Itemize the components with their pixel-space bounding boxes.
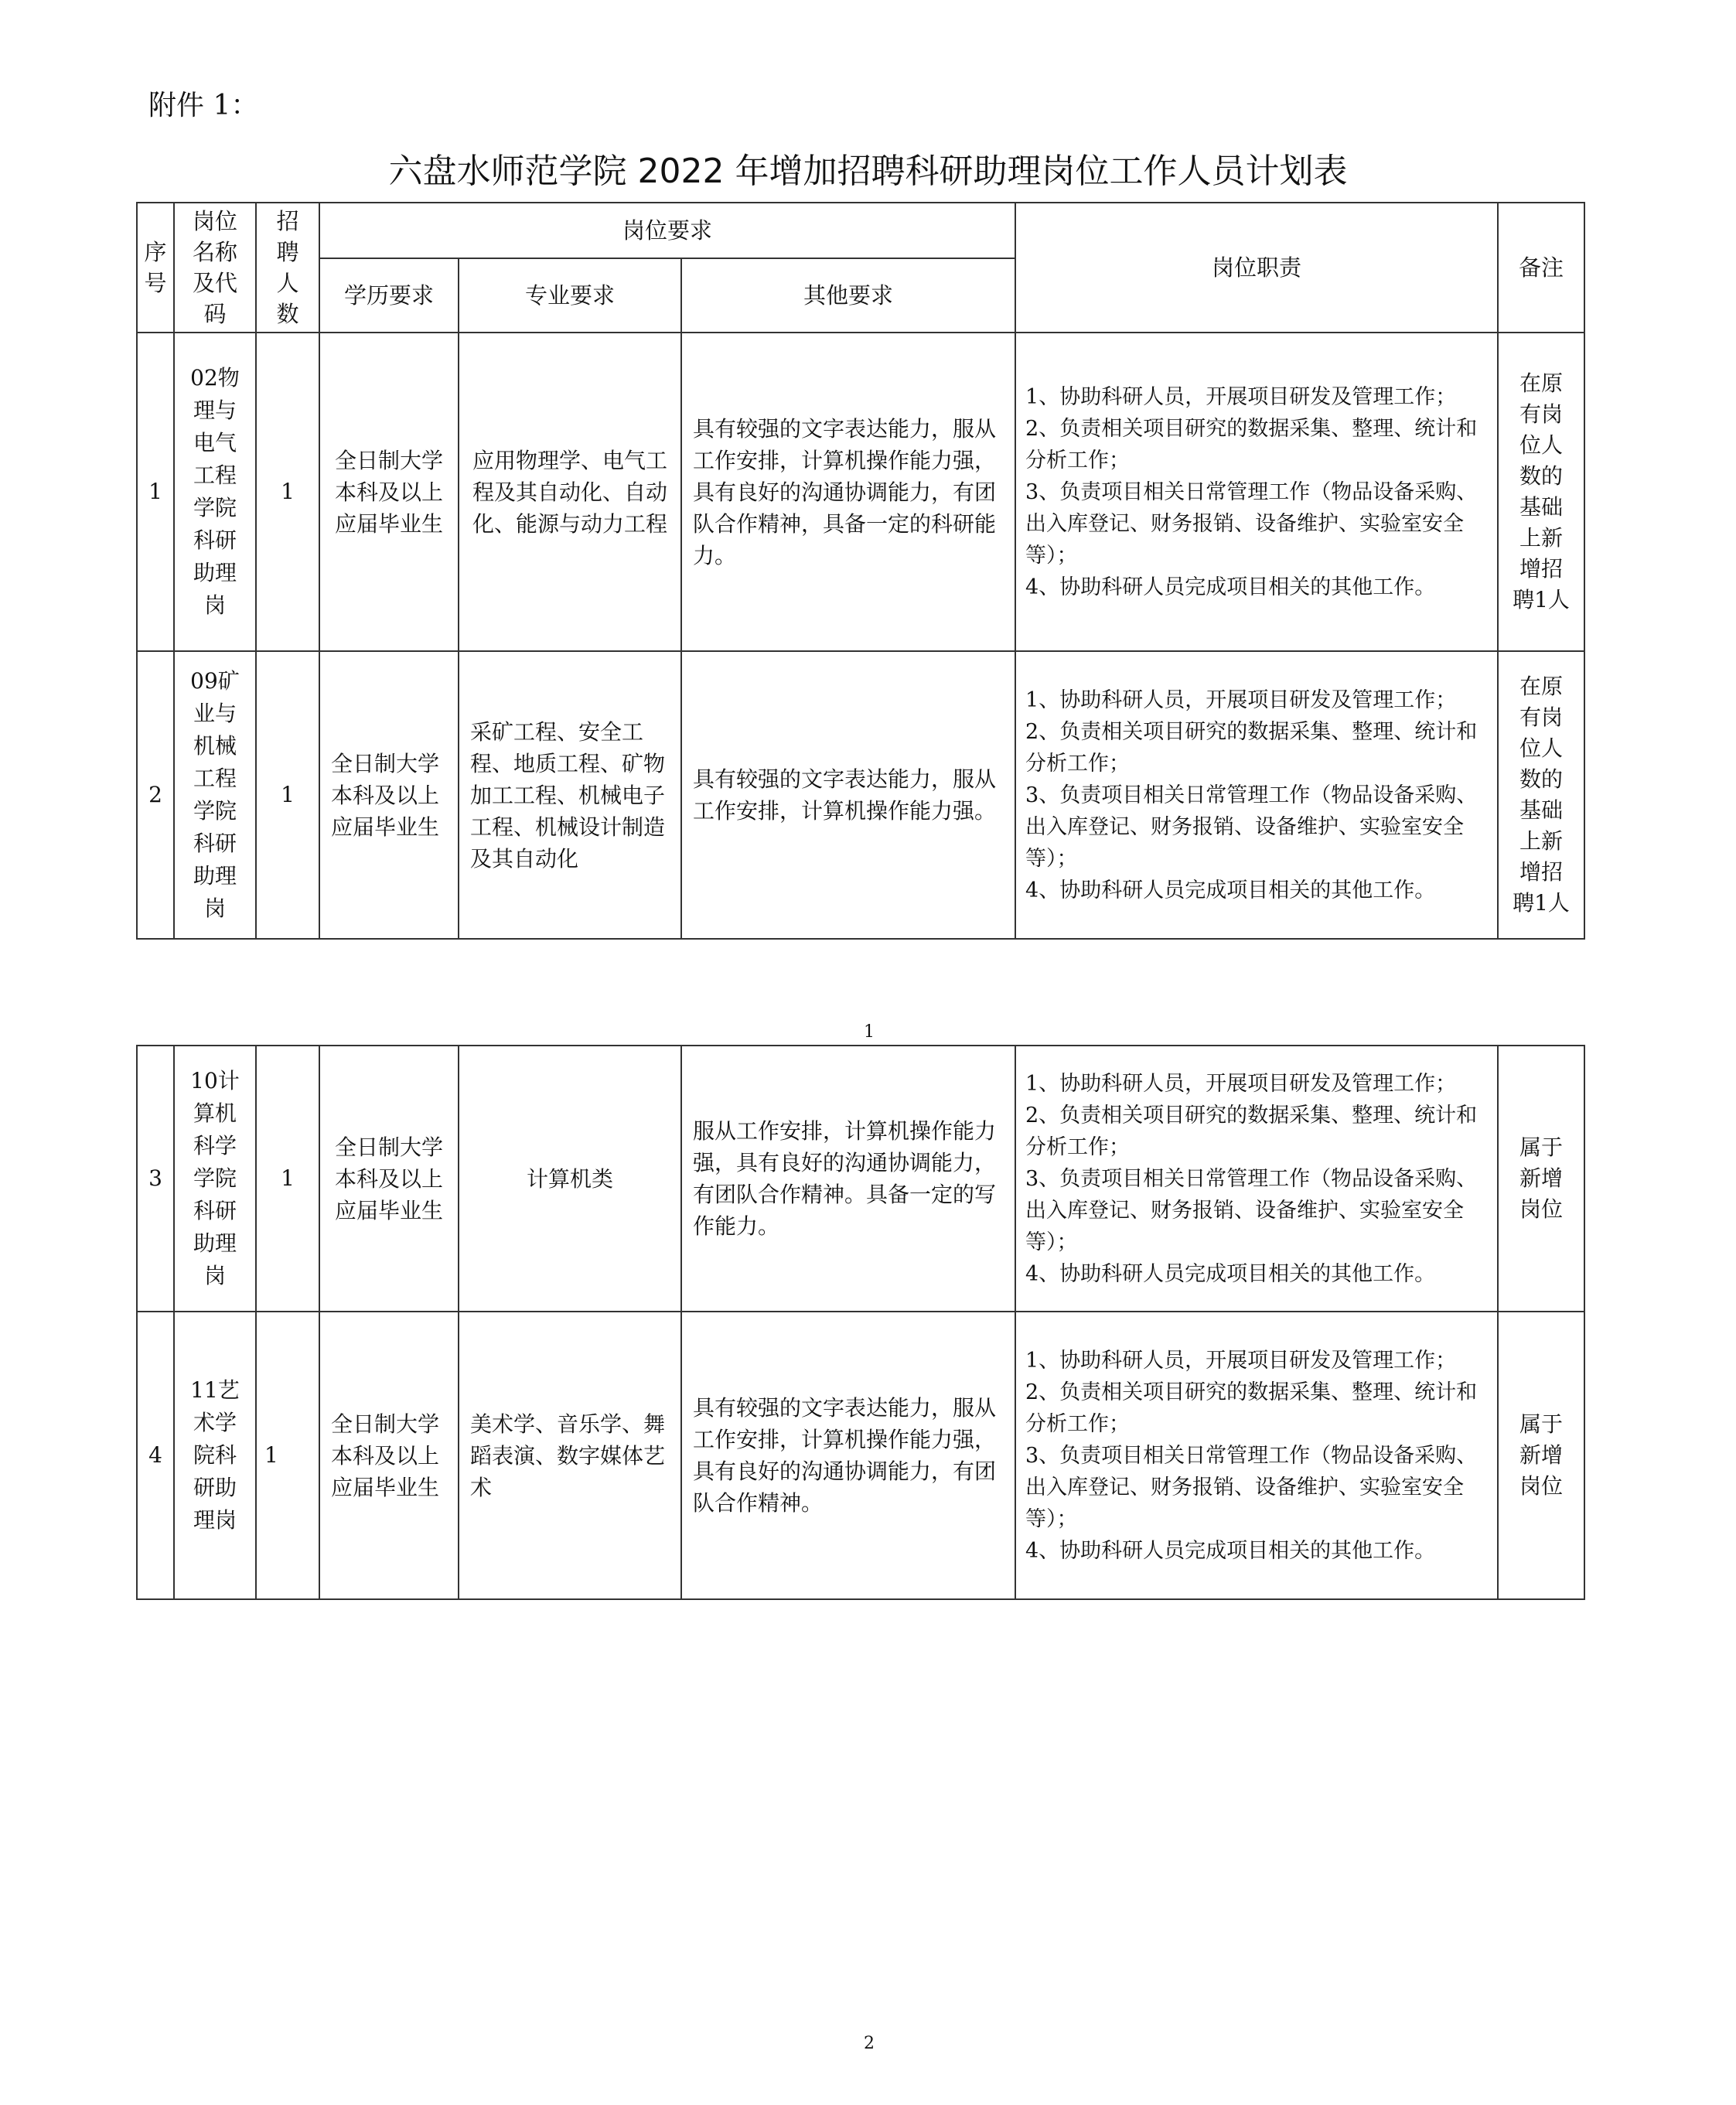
table-row: [137, 651, 1584, 939]
row-major: 美术学、音乐学、舞蹈表演、数字媒体艺术: [459, 1312, 681, 1599]
row-major: 应用物理学、电气工程及其自动化、自动化、能源与动力工程: [459, 333, 681, 651]
row-duties: [1015, 1046, 1498, 1312]
row-education: 全日制大学本科及以上应届毕业生: [319, 333, 459, 651]
row-major: 采矿工程、安全工程、地质工程、矿物加工工程、机械电子工程、机械设计制造及其自动化: [459, 651, 681, 939]
duty-line: 1、协助科研人员，开展项目研发及管理工作；: [1025, 384, 1457, 409]
duty-line: 2、负责相关项目研究的数据采集、整理、统计和分析工作；: [1025, 1103, 1478, 1159]
row-other: 服从工作安排，计算机操作能力强，具有良好的沟通协调能力，有团队合作精神。具备一定的写作能力。: [681, 1046, 1015, 1312]
header-duties: 岗位职责: [1015, 203, 1498, 333]
duty-line: 3、负责项目相关日常管理工作（物品设备采购、出入库登记、财务报销、设备维护、实验室安全等）；: [1025, 479, 1478, 568]
header-education: 学历要求: [319, 258, 459, 333]
table-row: [137, 333, 1584, 651]
duty-line: 4、协助科研人员完成项目相关的其他工作。: [1025, 575, 1436, 599]
header-other: 其他要求: [681, 258, 1015, 333]
row-note: 在原有岗位人数的基础上新增招聘1人: [1498, 333, 1584, 651]
duty-line: 3、负责项目相关日常管理工作（物品设备采购、出入库登记、财务报销、设备维护、实验室安全等）；: [1025, 1443, 1478, 1531]
page-number: 1: [864, 1022, 875, 1042]
row-post-name: 02物理与电气工程学院科研助理岗: [174, 333, 256, 651]
duty-line: 2、负责相关项目研究的数据采集、整理、统计和分析工作；: [1025, 1380, 1478, 1436]
duty-line: 3、负责项目相关日常管理工作（物品设备采购、出入库登记、财务报销、设备维护、实验室安全等）；: [1025, 783, 1478, 871]
row-seq: 2: [137, 651, 174, 939]
row-duties: [1015, 333, 1498, 651]
row-note: 在原有岗位人数的基础上新增招聘1人: [1498, 651, 1584, 939]
duty-line: 1、协助科研人员，开展项目研发及管理工作；: [1025, 1071, 1457, 1096]
document-title: 六盘水师范学院 2022 年增加招聘科研助理岗位工作人员计划表: [388, 152, 1348, 191]
duty-line: 4、协助科研人员完成项目相关的其他工作。: [1025, 1538, 1436, 1563]
duty-line: 2、负责相关项目研究的数据采集、整理、统计和分析工作；: [1025, 719, 1478, 776]
row-count: 1: [256, 333, 319, 651]
duty-line: 1、协助科研人员，开展项目研发及管理工作；: [1025, 1348, 1457, 1373]
row-post-name: 11艺术学院科研助理岗: [174, 1312, 256, 1599]
duty-line: 4、协助科研人员完成项目相关的其他工作。: [1025, 878, 1436, 902]
row-other: 具有较强的文字表达能力，服从工作安排，计算机操作能力强，具有良好的沟通协调能力，有团队合作精神。: [681, 1312, 1015, 1599]
row-education: 全日制大学本科及以上应届毕业生: [319, 651, 459, 939]
header-seq: 序号: [137, 203, 174, 333]
table-row: [137, 1312, 1584, 1599]
duty-line: 1、协助科研人员，开展项目研发及管理工作；: [1025, 687, 1457, 712]
header-major: 专业要求: [459, 258, 681, 333]
table-row: [137, 1046, 1584, 1312]
row-count: 1: [256, 651, 319, 939]
row-duties: [1015, 651, 1498, 939]
row-education: 全日制大学本科及以上应届毕业生: [319, 1312, 459, 1599]
row-count: 1: [256, 1312, 319, 1599]
row-note: 属于新增岗位: [1498, 1046, 1584, 1312]
row-major: 计算机类: [459, 1046, 681, 1312]
plan-table-page2: [136, 1045, 1585, 1600]
row-other: 具有较强的文字表达能力，服从工作安排，计算机操作能力强，具有良好的沟通协调能力，有团队合作精神，具备一定的科研能力。: [681, 333, 1015, 651]
row-other: 具有较强的文字表达能力，服从工作安排，计算机操作能力强。: [681, 651, 1015, 939]
duty-line: 4、协助科研人员完成项目相关的其他工作。: [1025, 1261, 1436, 1286]
duty-line: 3、负责项目相关日常管理工作（物品设备采购、出入库登记、财务报销、设备维护、实验室安全等）；: [1025, 1166, 1478, 1254]
row-seq: 1: [137, 333, 174, 651]
row-education: 全日制大学本科及以上应届毕业生: [319, 1046, 459, 1312]
row-seq: 3: [137, 1046, 174, 1312]
row-note: 属于新增岗位: [1498, 1312, 1584, 1599]
header-count: 招聘人数: [256, 203, 319, 333]
row-duties: [1015, 1312, 1498, 1599]
header-requirements: 岗位要求: [319, 203, 1015, 258]
row-post-name: 09矿业与机械工程学院科研助理岗: [174, 651, 256, 939]
plan-table-page1: [136, 202, 1585, 940]
page-number: 2: [864, 2034, 875, 2053]
header-post-name: 岗位名称及代码: [174, 203, 256, 333]
header-note: 备注: [1498, 203, 1584, 333]
row-count: 1: [256, 1046, 319, 1312]
row-post-name: 10计算机科学学院科研助理岗: [174, 1046, 256, 1312]
attachment-label: 附件 1：: [148, 90, 259, 121]
row-seq: 4: [137, 1312, 174, 1599]
duty-line: 2、负责相关项目研究的数据采集、整理、统计和分析工作；: [1025, 416, 1478, 473]
